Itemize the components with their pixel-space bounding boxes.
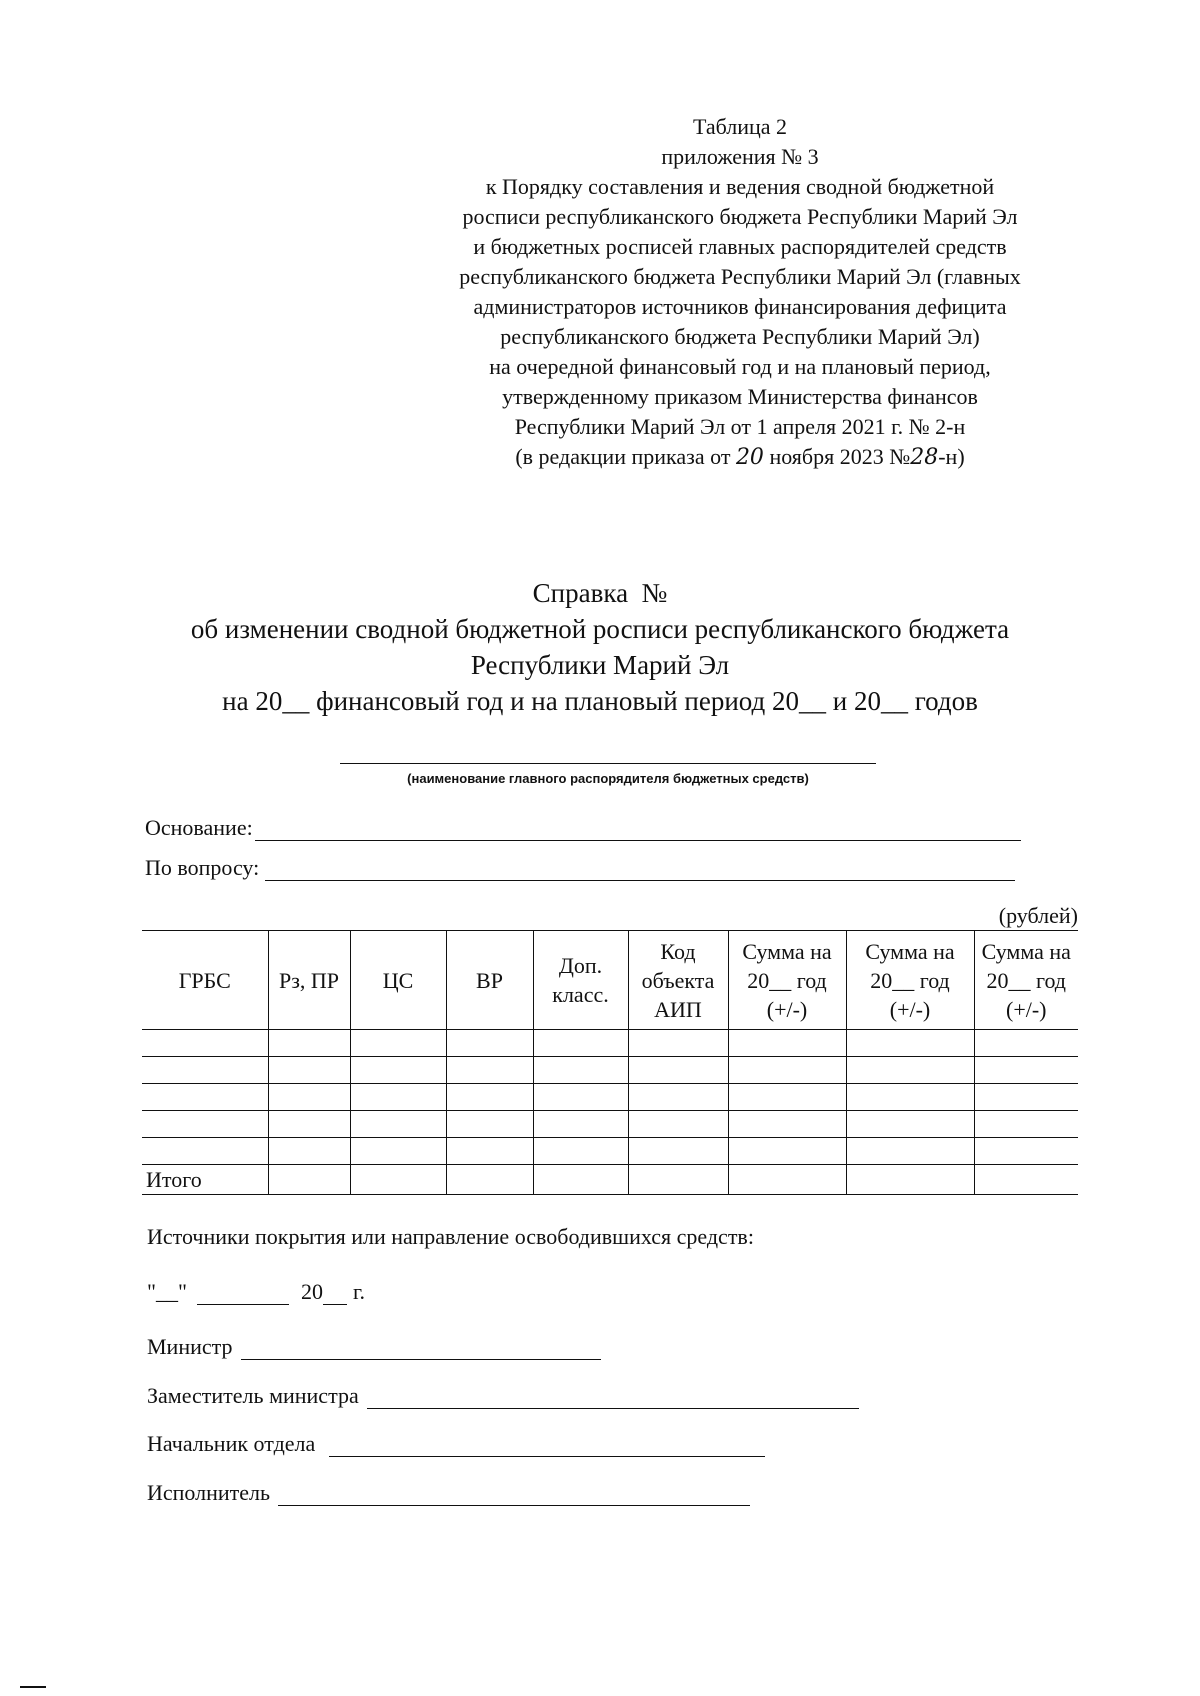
table-cell[interactable]: [974, 1030, 1078, 1057]
minister-signature-line[interactable]: [241, 1337, 601, 1360]
col-header-cs: ЦС: [350, 931, 446, 1030]
corner-mark: [20, 1686, 46, 1688]
table-cell[interactable]: [728, 1030, 846, 1057]
table-cell[interactable]: [846, 1057, 974, 1084]
table-cell[interactable]: [974, 1057, 1078, 1084]
table-cell[interactable]: [728, 1165, 846, 1195]
table-cell[interactable]: [974, 1111, 1078, 1138]
header-line: утвержденному приказом Министерства финансов: [502, 384, 978, 409]
table-cell[interactable]: [268, 1057, 350, 1084]
table-cell[interactable]: [974, 1165, 1078, 1195]
executor-label: Исполнитель: [147, 1480, 271, 1505]
table-row: [142, 1111, 1078, 1138]
deputy-signature: [147, 1383, 859, 1409]
handwritten-number: 28: [910, 445, 939, 470]
title-line-1: Справка №: [532, 578, 668, 608]
table-cell[interactable]: [974, 1138, 1078, 1165]
table-cell[interactable]: [846, 1111, 974, 1138]
deputy-label: Заместитель министра: [147, 1383, 359, 1408]
total-label: Итого: [142, 1165, 268, 1195]
table-cell[interactable]: [533, 1057, 628, 1084]
table-cell[interactable]: [268, 1030, 350, 1057]
basis-input-line[interactable]: [255, 818, 1021, 841]
sources-label: Источники покрытия или направление освободившихся средств:: [147, 1224, 754, 1249]
col-header-vr: ВР: [446, 931, 533, 1030]
table-row: [142, 1030, 1078, 1057]
header-line: республиканского бюджета Республики Марий Эл): [500, 324, 980, 349]
date-day: "__": [147, 1279, 187, 1304]
table-cell[interactable]: [628, 1057, 728, 1084]
approval-header: [420, 112, 1060, 473]
table-cell[interactable]: [268, 1165, 350, 1195]
table-cell[interactable]: [533, 1030, 628, 1057]
edition-prefix: (в редакции приказа от: [515, 444, 736, 469]
table-cell[interactable]: [446, 1111, 533, 1138]
header-line: Таблица 2: [692, 114, 788, 139]
table-cell[interactable]: [446, 1030, 533, 1057]
table-cell[interactable]: [268, 1138, 350, 1165]
edition-line: [420, 442, 1060, 473]
table-cell[interactable]: [628, 1138, 728, 1165]
question-input-line[interactable]: [265, 858, 1015, 881]
date-line: [147, 1279, 365, 1305]
table-cell[interactable]: [142, 1057, 268, 1084]
title-line-4: на 20__ финансовый год и на плановый период 20__ и 20__ годов: [222, 686, 978, 716]
title-line-2: об изменении сводной бюджетной росписи республиканского бюджета: [190, 614, 1010, 644]
question-label: По вопросу:: [145, 855, 260, 880]
units-label: (рублей): [998, 903, 1078, 928]
changes-table: [142, 930, 1078, 1195]
minister-signature: [147, 1334, 601, 1360]
org-name-line[interactable]: [340, 763, 876, 764]
col-header-rz-pr: Рз, ПР: [268, 931, 350, 1030]
executor-signature-line[interactable]: [278, 1483, 750, 1506]
table-cell[interactable]: [142, 1030, 268, 1057]
col-header-sum-1: Сумма на 20__ год (+/-): [728, 931, 846, 1030]
table-cell[interactable]: [533, 1084, 628, 1111]
executor-signature: [147, 1480, 750, 1506]
basis-field: [145, 815, 1021, 841]
head-of-dept-signature-line[interactable]: [329, 1434, 765, 1457]
col-header-sum-2: Сумма на 20__ год (+/-): [846, 931, 974, 1030]
table-cell[interactable]: [846, 1138, 974, 1165]
table-cell[interactable]: [628, 1111, 728, 1138]
table-cell[interactable]: [142, 1138, 268, 1165]
table-cell[interactable]: [446, 1057, 533, 1084]
table-cell[interactable]: [628, 1084, 728, 1111]
basis-label: Основание:: [145, 815, 253, 840]
question-field: [145, 855, 1015, 881]
header-line: республиканского бюджета Республики Марий Эл (главных: [459, 264, 1021, 289]
table-cell[interactable]: [350, 1165, 446, 1195]
date-year-prefix: 20: [300, 1279, 323, 1304]
table-cell[interactable]: [533, 1138, 628, 1165]
header-line: к Порядку составления и ведения сводной бюджетной: [485, 174, 995, 199]
table-row: [142, 1138, 1078, 1165]
table-cell[interactable]: [728, 1057, 846, 1084]
minister-label: Министр: [147, 1334, 233, 1359]
table-cell[interactable]: [268, 1084, 350, 1111]
col-header-aip-code: Код объекта АИП: [628, 931, 728, 1030]
table-cell[interactable]: [350, 1084, 446, 1111]
table-cell[interactable]: [628, 1030, 728, 1057]
table-cell[interactable]: [846, 1084, 974, 1111]
table-cell[interactable]: [142, 1084, 268, 1111]
head-of-dept-label: Начальник отдела: [147, 1431, 316, 1456]
table-cell[interactable]: [728, 1111, 846, 1138]
date-year-suffix: г.: [352, 1279, 366, 1304]
table-cell[interactable]: [350, 1138, 446, 1165]
deputy-signature-line[interactable]: [367, 1386, 859, 1409]
table-cell[interactable]: [846, 1030, 974, 1057]
table-cell[interactable]: [350, 1057, 446, 1084]
table-cell[interactable]: [446, 1138, 533, 1165]
edition-suffix: -н): [938, 444, 965, 469]
header-line: на очередной финансовый год и на плановый период,: [489, 354, 991, 379]
org-caption: (наименование главного распорядителя бюджетных средств): [407, 771, 809, 786]
table-cell[interactable]: [268, 1111, 350, 1138]
header-line: и бюджетных росписей главных распорядителей средств: [473, 234, 1007, 259]
header-line: администраторов источников финансирования дефицита: [473, 294, 1007, 319]
table-cell[interactable]: [728, 1084, 846, 1111]
col-header-sum-3: Сумма на 20__ год (+/-): [974, 931, 1078, 1030]
table-header-row: [142, 931, 1078, 1030]
table-cell[interactable]: [142, 1111, 268, 1138]
table-row: [142, 1084, 1078, 1111]
table-row: [142, 1057, 1078, 1084]
date-year-blank[interactable]: [323, 1284, 347, 1305]
col-header-dop-class: Доп. класс.: [533, 931, 628, 1030]
table-cell[interactable]: [628, 1165, 728, 1195]
col-header-grbs: ГРБС: [142, 931, 268, 1030]
date-month-blank[interactable]: [197, 1284, 289, 1305]
handwritten-day: 20: [735, 445, 764, 470]
head-of-dept-signature: [147, 1431, 765, 1457]
header-line: приложения № 3: [661, 144, 819, 169]
header-line: Республики Марий Эл от 1 апреля 2021 г. № 2-н: [514, 414, 966, 439]
table-cell[interactable]: [846, 1165, 974, 1195]
table-cell[interactable]: [446, 1165, 533, 1195]
edition-middle: ноября 2023 №: [763, 444, 911, 469]
document-title: [0, 575, 1200, 719]
table-cell[interactable]: [533, 1111, 628, 1138]
title-line-3: Республики Марий Эл: [470, 650, 730, 680]
table-cell[interactable]: [533, 1165, 628, 1195]
table-total-row: [142, 1165, 1078, 1195]
table-cell[interactable]: [350, 1030, 446, 1057]
table-cell[interactable]: [350, 1111, 446, 1138]
table-cell[interactable]: [974, 1084, 1078, 1111]
table-cell[interactable]: [728, 1138, 846, 1165]
header-line: росписи республиканского бюджета Республики Марий Эл: [462, 204, 1018, 229]
table-cell[interactable]: [446, 1084, 533, 1111]
